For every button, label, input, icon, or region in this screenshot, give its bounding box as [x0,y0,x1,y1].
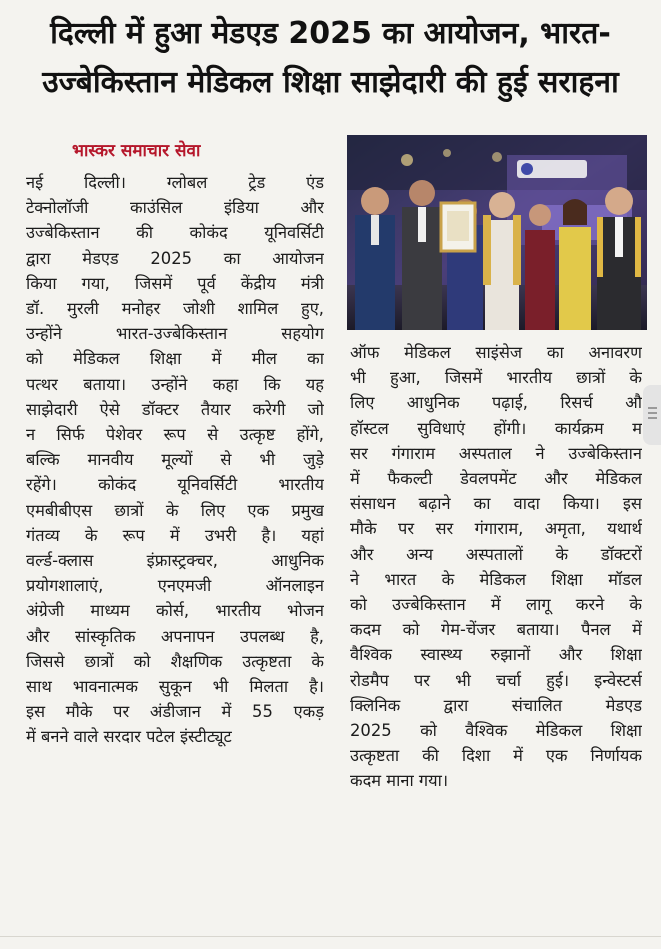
article-line: कदम को गेम-चेंजर बताया। पैनल में [350,620,642,640]
article-line: किया गया, जिसमें पूर्व केंद्रीय मंत्री [26,273,324,293]
article-line: एमबीबीएस छात्रों के लिए एक प्रमुख [26,500,324,520]
article-line: टेक्नोलॉजी काउंसिल इंडिया और [26,198,324,218]
article-line: रोडमैप पर भी चर्चा हुई। इन्वेस्टर्स [350,670,642,690]
article-line: क्लिनिक द्वारा संचालित मेडएड [350,695,642,715]
article-line: लिए आधुनिक पढ़ाई, रिसर्च औ [350,393,642,413]
headline-line-1: दिल्ली में हुआ मेडएड 2025 का आयोजन, भारत- [50,16,611,51]
article-line: संसाधन बढ़ाने का वादा किया। इस [350,494,642,514]
article-line: ने भारत के मेडिकल शिक्षा मॉडल [350,569,642,589]
article-line: 2025 को वैश्विक मेडिकल शिक्षा [350,721,642,741]
headline [0,10,661,108]
article-line: भी हुआ, जिसमें भारतीय छात्रों के [350,368,642,388]
article-line: रहेंगे। कोकंद यूनिवर्सिटी भारतीय [26,475,324,495]
headline-line-2: उज्बेकिस्तान मेडिकल शिक्षा साझेदारी की हुई सराहना [42,65,619,100]
article-line: उत्कृष्टता की दिशा में एक निर्णायक [350,746,642,766]
article-line: नई दिल्ली। ग्लोबल ट्रेड एंड [26,173,324,192]
article-line: और सांस्कृतिक अपनापन उपलब्ध है, [26,626,324,646]
article-line: पत्थर बताया। उन्होंने कहा कि यह [26,374,324,394]
article-line: गंतव्य के रूप में उभरी है। यहां [26,525,324,545]
article-line: जिससे छात्रों को शैक्षणिक उत्कृष्टता के [26,651,324,671]
article-line: उन्होंने भारत-उज्बेकिस्तान सहयोग [26,324,324,344]
article-column-left [26,170,324,750]
grip-icon [643,385,661,419]
article-line: ऑफ मेडिकल साइंसेज का अनावरण [350,343,642,362]
article-line: वैश्विक स्वास्थ्य रुझानों और शिक्षा [350,645,642,665]
byline: भास्कर समाचार सेवा [72,141,201,161]
event-photo-illustration [347,135,647,330]
article-line: डॉ. मुरली मनोहर जोशी शामिल हुए, [26,299,324,319]
article-line: सर गंगाराम अस्पताल ने उज्बेकिस्तान [350,443,642,463]
article-line: में बनने वाले सरदार पटेल इंस्टीट्यूट [26,727,232,747]
article-line: को उज्बेकिस्तान में लागू करने के [350,595,642,615]
page-bottom-rule [0,936,661,937]
article-line: उज्बेकिस्तान की कोकंद यूनिवर्सिटी [26,223,324,243]
article-line: साझेदारी ऐसे डॉक्टर तैयार करेगी जो [26,399,324,419]
article-line: को मेडिकल शिक्षा में मील का [26,349,324,369]
article-line: कदम माना गया। [350,771,449,791]
article-line: मौके पर सर गंगाराम, अमृता, यथार्थ [350,519,642,539]
article-column-right [350,340,642,794]
article-line: में फैकल्टी डेवलपमेंट और मेडिकल [350,469,642,489]
article-line: इस मौके पर अंडीजान में 55 एकड़ [26,702,324,722]
article-line: वर्ल्ड-क्लास इंफ्रास्ट्रक्चर, आधुनिक [26,551,324,571]
article-line: न सिर्फ पेशेवर रूप से उत्कृष्ट होंगे, [26,425,324,445]
article-line: द्वारा मेडएड 2025 का आयोजन [26,248,324,268]
article-line: और अन्य अस्पतालों के डॉक्टरों [350,544,642,564]
article-line: हॉस्टल सुविधाएं होंगी। कार्यक्रम म [350,418,642,438]
article-line: अंग्रेजी माध्यम कोर्स, भारतीय भोजन [26,601,324,621]
article-line: प्रयोगशालाएं, एनएमजी ऑनलाइन [26,576,324,596]
event-photo [347,135,647,330]
scroll-handle[interactable] [643,385,661,445]
article-line: साथ भावनात्मक सुकून भी मिलता है। [26,677,324,697]
article-line: बल्कि मानवीय मूल्यों से भी जुड़े [26,450,324,470]
